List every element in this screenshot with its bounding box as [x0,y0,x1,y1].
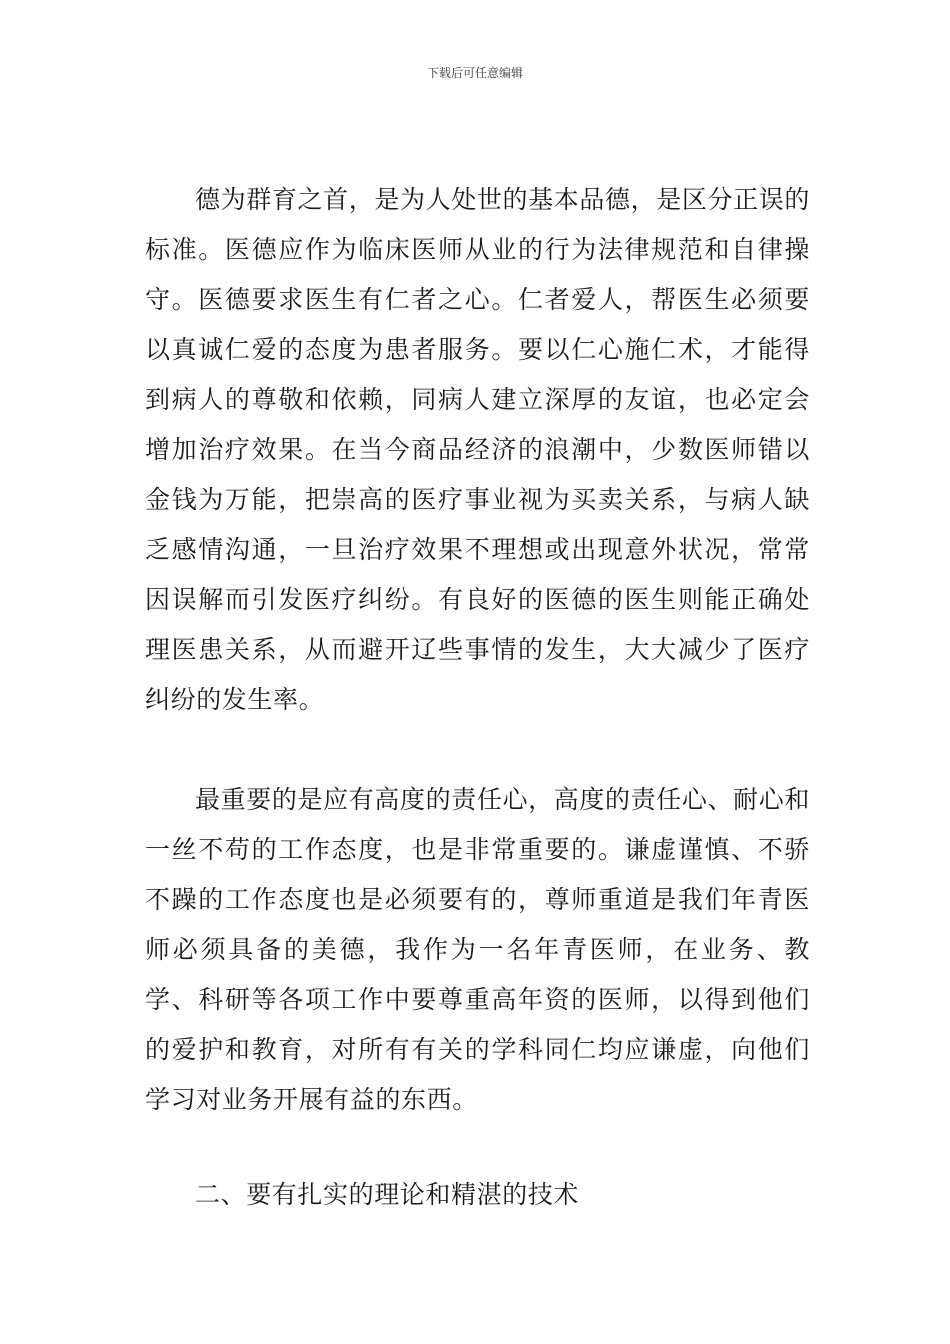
paragraph-responsibility: 最重要的是应有高度的责任心，高度的责任心、耐心和一丝不苟的工作态度，也是非常重要的。谦虚谨慎、不骄不躁的工作态度也是必须要有的，尊师重道是我们年青医师必须具备的美德，我作为一名年青医师，在业务、教学、科研等各项工作中要尊重高年资的医师，以得到他们的爱护和教育，对所有有关的学科同仁均应谦虚，向他们学习对业务开展有益的东西。 [145,785,810,1114]
section-heading: 二、要有扎实的理论和精湛的技术 [195,1180,580,1209]
paragraph-medical-ethics: 德为群育之首，是为人处世的基本品德，是区分正误的标准。医德应作为临床医师从业的行为法律规范和自律操守。医德要求医生有仁者之心。仁者爱人，帮医生必须要以真诚仁爱的态度为患者服务。要以仁心施仁术，才能得到病人的尊敬和依赖，同病人建立深厚的友谊，也必定会增加治疗效果。在当今商品经济的浪潮中，少数医师错以金钱为万能，把崇高的医疗事业视为买卖关系，与病人缺乏感情沟通，一旦治疗效果不理想或出现意外状况，常常因误解而引发医疗纠纷。有良好的医德的医生则能正确处理医患关系，从而避开辽些事情的发生，大大减少了医疗纠纷的发生率。 [145,185,810,714]
page-header: 下载后可任意编辑 [426,66,523,80]
